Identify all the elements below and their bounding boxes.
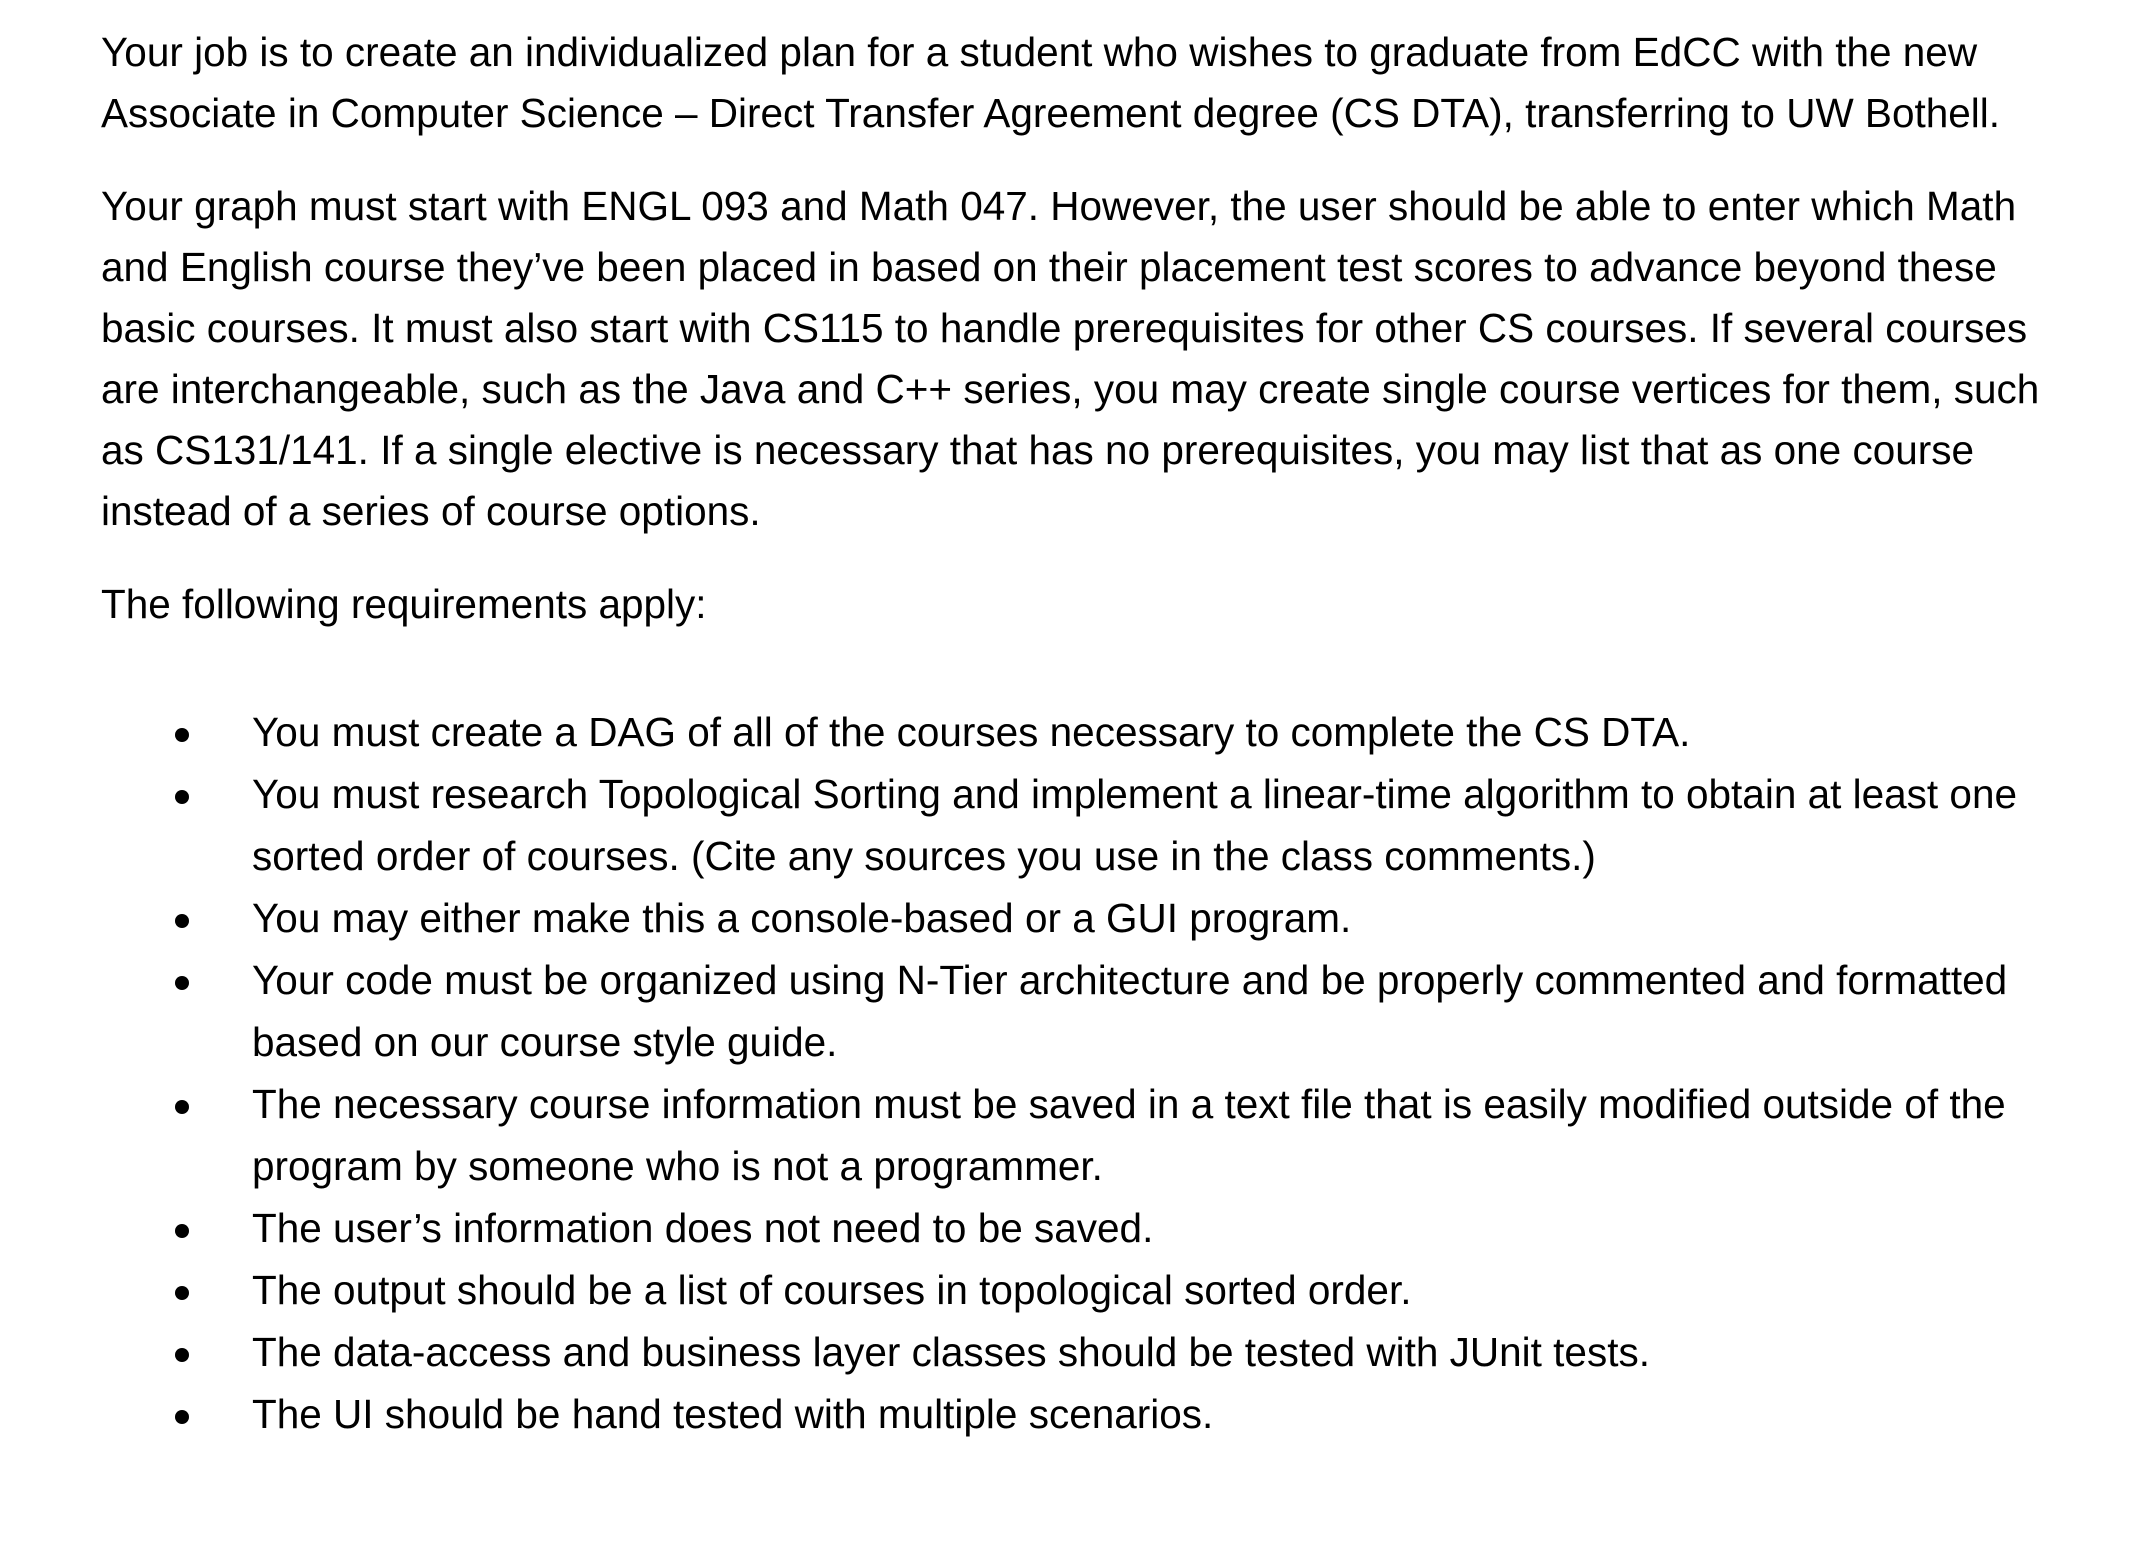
requirement-text: You must create a DAG of all of the courses necessary to complete the CS DTA. — [252, 709, 1691, 755]
bullet-icon — [175, 976, 189, 990]
graph-start-paragraph: Your graph must start with ENGL 093 and Math 047. However, the user should be able to enter which Math and English course they’ve been placed in based on their placement test scores to advance beyond these basic courses. It must also start with CS115 to handle prerequisites for other CS courses. If several courses are interchangeable, such as the Java and C++ series, you may create single course vertices for them, such as CS131/141. If a single elective is necessary that has no prerequisites, you may list that as one course instead of a series of course options. — [101, 183, 2040, 534]
requirement-item — [101, 1073, 2076, 1197]
bullet-icon — [175, 728, 189, 742]
intro-paragraph: Your job is to create an individualized plan for a student who wishes to graduate from EdCC with the new Associate in Computer Science – Direct Transfer Agreement degree (CS DTA), transferring to UW Bothell. — [101, 29, 2001, 136]
bullet-icon — [175, 1224, 189, 1238]
bullet-icon — [175, 790, 189, 804]
requirement-text: The user’s information does not need to be saved. — [252, 1205, 1154, 1251]
requirement-item — [101, 949, 2076, 1073]
requirement-item — [101, 1383, 2076, 1445]
requirement-item — [101, 1321, 2076, 1383]
requirement-text: The output should be a list of courses in topological sorted order. — [252, 1267, 1412, 1313]
requirement-item — [101, 1259, 2076, 1321]
requirement-text: The data-access and business layer classes should be tested with JUnit tests. — [252, 1329, 1650, 1375]
bullet-icon — [175, 1410, 189, 1424]
requirement-item — [101, 1197, 2076, 1259]
requirement-item — [101, 887, 2076, 949]
requirement-text: You must research Topological Sorting and implement a linear-time algorithm to obtain at least one sorted order of courses. (Cite any sources you use in the class comments.) — [252, 771, 2017, 879]
requirement-text: Your code must be organized using N-Tier architecture and be properly commented and formatted based on our course style guide. — [252, 957, 2008, 1065]
requirement-text: You may either make this a console-based or a GUI program. — [252, 895, 1352, 941]
requirement-text: The necessary course information must be saved in a text file that is easily modified outside of the program by someone who is not a programmer. — [252, 1081, 2006, 1189]
requirement-item — [101, 763, 2076, 887]
bullet-icon — [175, 1100, 189, 1114]
bullet-icon — [175, 1286, 189, 1300]
requirement-item — [101, 701, 2076, 763]
bullet-icon — [175, 914, 189, 928]
requirement-text: The UI should be hand tested with multiple scenarios. — [252, 1391, 1214, 1437]
bullet-icon — [175, 1348, 189, 1362]
requirements-heading: The following requirements apply: — [101, 581, 707, 627]
requirements-list — [101, 701, 2076, 1445]
